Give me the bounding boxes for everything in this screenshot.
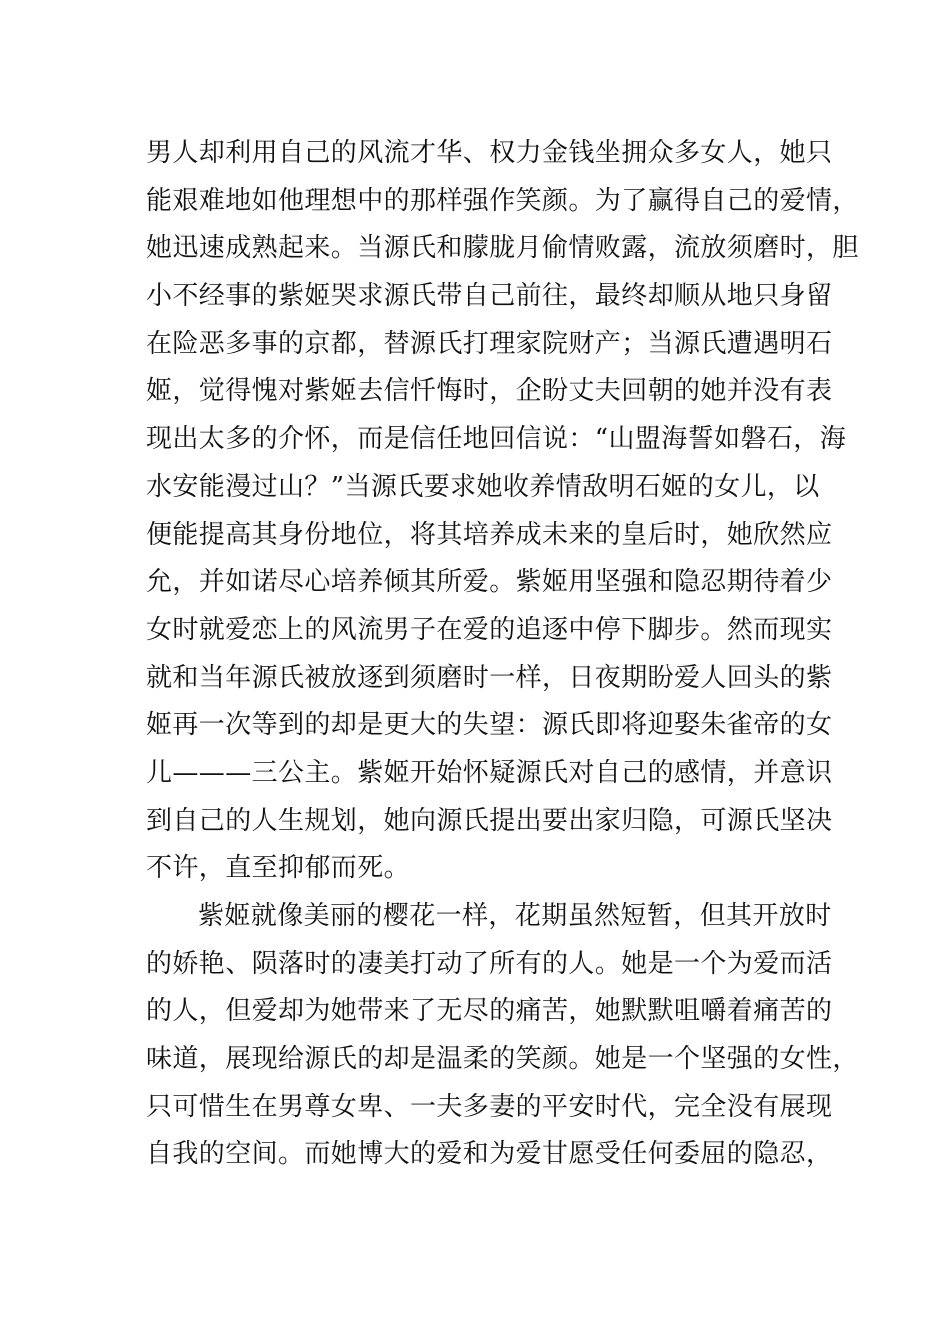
- text-line: 女时就爱恋上的风流男子在爱的追逐中停下脚步。然而现实: [146, 614, 833, 645]
- text-line: 不许，直至抑郁而死。: [146, 853, 411, 884]
- text-line: 能艰难地如他理想中的那样强作笑颜。为了赢得自己的爱情，: [146, 185, 859, 216]
- text-line: 的娇艳、陨落时的凄美打动了所有的人。她是一个为爱而活: [146, 948, 833, 979]
- text-line: 在险恶多事的京都，替源氏打理家院财产；当源氏遭遇明石: [146, 328, 833, 359]
- paragraph-first-line: 紫姬就像美丽的樱花一样，花期虽然短暂，但其开放时: [198, 901, 832, 931]
- document-body: [146, 134, 859, 1183]
- text-line: 允，并如诺尽心培养倾其所爱。紫姬用坚强和隐忍期待着少: [146, 567, 833, 598]
- text-line: 小不经事的紫姬哭求源氏带自己前往，最终却顺从地只身留: [146, 281, 833, 312]
- text-line: 现出太多的介怀，而是信任地回信说：“山盟海誓如磐石，海: [146, 424, 847, 455]
- text-line: 儿———三公主。紫姬开始怀疑源氏对自己的感情，并意识: [146, 757, 833, 788]
- text-line: 只可惜生在男尊女卑、一夫多妻的平安时代，完全没有展现: [146, 1091, 833, 1122]
- text-line: 姬再一次等到的却是更大的失望：源氏即将迎娶朱雀帝的女: [146, 710, 833, 741]
- text-line: 的人，但爱却为她带来了无尽的痛苦，她默默咀嚼着痛苦的: [146, 996, 833, 1027]
- text-line: 她迅速成熟起来。当源氏和朦胧月偷情败露，流放须磨时，胆: [146, 233, 859, 264]
- text-line: 味道，展现给源氏的却是温柔的笑颜。她是一个坚强的女性，: [146, 1044, 859, 1075]
- text-line: 便能提高其身份地位，将其培养成未来的皇后时，她欣然应: [146, 519, 833, 550]
- text-line: 到自己的人生规划，她向源氏提出要出家归隐，可源氏坚决: [146, 805, 833, 836]
- text-line: 姬，觉得愧对紫姬去信忏悔时，企盼丈夫回朝的她并没有表: [146, 376, 833, 407]
- text-line: 自我的空间。而她博大的爱和为爱甘愿受任何委屈的隐忍，: [146, 1139, 833, 1170]
- text-line: 水安能漫过山？”当源氏要求她收养情敌明石姬的女儿，以: [146, 471, 820, 502]
- text-line: 男人却利用自己的风流才华、权力金钱坐拥众多女人，她只: [146, 138, 833, 168]
- text-line: 就和当年源氏被放逐到须磨时一样，日夜期盼爱人回头的紫: [146, 662, 833, 693]
